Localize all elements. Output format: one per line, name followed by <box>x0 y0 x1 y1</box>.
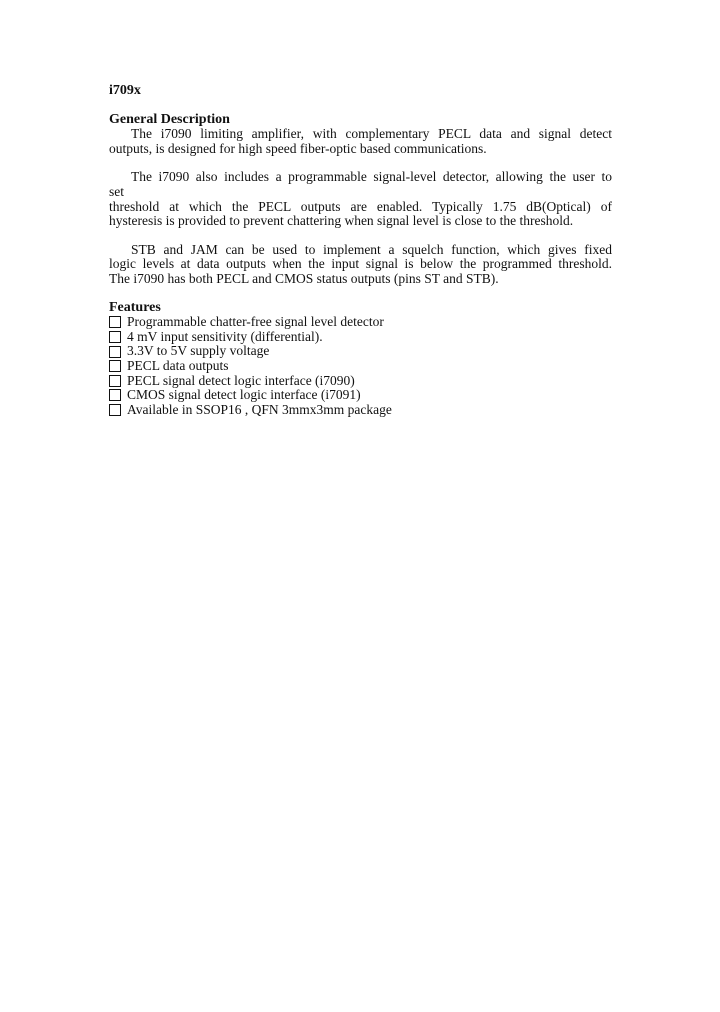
feature-label: PECL data outputs <box>127 357 229 373</box>
paragraph-line: logic levels at data outputs when the input signal is below the programmed threshold. <box>109 256 612 272</box>
checkbox-icon <box>109 346 121 358</box>
paragraph-line: The i7090 limiting amplifier, with complementary PECL data and signal detect <box>131 126 612 142</box>
paragraph-line: The i7090 has both PECL and CMOS status outputs (pins ST and STB). <box>109 270 499 286</box>
paragraph-line: threshold at which the PECL outputs are enabled. Typically 1.75 dB(Optical) of <box>109 198 612 214</box>
paragraph-spacer <box>109 287 612 301</box>
feature-label: PECL signal detect logic interface (i7090) <box>127 372 355 388</box>
paragraph-line: hysteresis is provided to prevent chattering when signal level is close to the threshold. <box>109 213 574 229</box>
features-list <box>109 315 612 417</box>
list-item <box>109 359 612 374</box>
checkbox-icon <box>109 389 121 401</box>
list-item <box>109 374 612 389</box>
paragraph-line: set <box>109 183 124 199</box>
paragraph-spacer <box>109 229 612 243</box>
paragraph-line: STB and JAM can be used to implement a squelch function, which gives fixed <box>131 241 612 257</box>
checkbox-icon <box>109 404 121 416</box>
general-description-heading: General Description <box>109 111 230 127</box>
feature-label: 3.3V to 5V supply voltage <box>127 343 270 359</box>
description-paragraph-3 <box>109 243 612 287</box>
datasheet-page <box>109 84 612 417</box>
checkbox-icon <box>109 331 121 343</box>
list-item <box>109 315 612 330</box>
list-item <box>109 388 612 403</box>
part-number-title: i709x <box>109 83 141 98</box>
feature-label: 4 mV input sensitivity (differential). <box>127 328 323 344</box>
description-paragraph-1 <box>109 127 612 156</box>
paragraph-line: outputs, is designed for high speed fiber-optic based communications. <box>109 140 487 156</box>
list-item <box>109 344 612 359</box>
list-item <box>109 403 612 418</box>
feature-label: Available in SSOP16 , QFN 3mmx3mm package <box>127 401 392 417</box>
feature-label: CMOS signal detect logic interface (i7091) <box>127 387 361 403</box>
checkbox-icon <box>109 375 121 387</box>
feature-label: Programmable chatter-free signal level detector <box>127 314 384 330</box>
checkbox-icon <box>109 360 121 372</box>
paragraph-spacer <box>109 156 612 170</box>
list-item <box>109 330 612 345</box>
paragraph-line: The i7090 also includes a programmable signal-level detector, allowing the user to <box>131 169 612 185</box>
description-paragraph-2 <box>109 170 612 228</box>
features-heading: Features <box>109 299 161 315</box>
checkbox-icon <box>109 316 121 328</box>
